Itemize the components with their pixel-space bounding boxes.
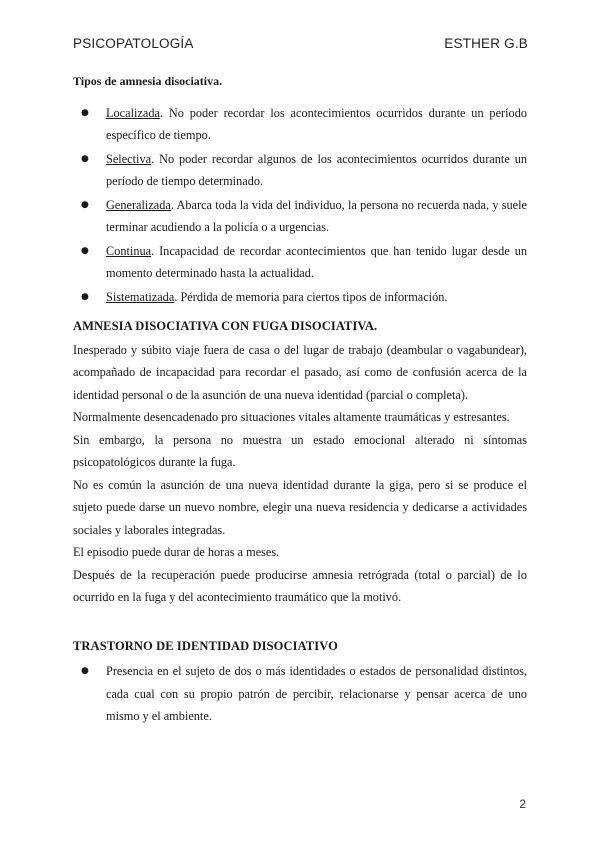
paragraph: Inesperado y súbito viaje fuera de casa o del lugar de trabajo (deambular o vagabundear), acompañado de incapacidad para recordar el pasado, así como de confusión acerca de la identidad personal o de la asunción de una nueva identidad (parcial o completa). [73,342,527,402]
paragraph: Después de la recuperación puede producirse amnesia retrógrada (total o parcial) de lo ocurrido en la fuga y del acontecimiento traumático que la motivó. [73,567,527,604]
header-author: ESTHER G.B [444,36,528,51]
list-item [106,286,527,309]
list-item-term: Sistematizada [106,289,175,304]
list-item [106,148,527,193]
paragraph: El episodio puede durar de horas a meses. [73,545,280,559]
paragraph: Sin embargo, la persona no muestra un estado emocional alterado ni síntomas psicopatológicos durante la fuga. [73,432,527,469]
list-item [106,102,527,147]
identity-disorder-list [73,660,527,728]
amnesia-types-list [73,102,527,309]
list-item-text: . Abarca toda la vida del individuo, la persona no recuerda nada, y suele terminar acudiendo a la policía o a urgencias. [106,197,527,234]
header-title: PSICOPATOLOGÍA [73,36,194,51]
paragraph: No es común la asunción de una nueva identidad durante la giga, pero si se produce el sujeto puede darse un nuevo nombre, elegir una nueva residencia y dedicarse a actividades sociales y laborales integradas. [73,477,527,537]
page-number: 2 [519,797,526,811]
list-item-text: . Pérdida de memoria para ciertos tipos de información. [174,289,448,304]
list-item [106,240,527,285]
list-item-text: . No poder recordar los acontecimientos ocurridos durante un período específico de tiempo. [106,105,527,142]
list-item [106,194,527,239]
list-item-term: Continua [106,243,152,258]
section-heading-fuga: AMNESIA DISOCIATIVA CON FUGA DISOCIATIVA. [73,319,378,333]
paragraph: Normalmente desencadenado pro situaciones vitales altamente traumáticas y estresantes. [73,410,510,424]
list-item-text: . No poder recordar algunos de los acontecimientos ocurridos durante un período de tiempo determinado. [106,151,527,188]
section-subtitle: Tipos de amnesia disociativa. [73,74,223,88]
list-item: ● Presencia en el sujeto de dos o más identidades o estados de personalidad distintos, cada cual con su propio patrón de percibir, relacionarse y pensar acerca de uno mismo y el ambiente. [106,660,527,728]
section-heading-identidad: TRASTORNO DE IDENTIDAD DISOCIATIVO [73,638,338,653]
list-item-text: . Incapacidad de recordar acontecimientos que han tenido lugar desde un momento determinado hasta la actualidad. [106,243,527,280]
list-item-term: Localizada [106,105,160,120]
list-item-term: Selectiva [106,151,152,166]
list-item-term: Generalizada [106,197,171,212]
document-body [73,70,527,729]
